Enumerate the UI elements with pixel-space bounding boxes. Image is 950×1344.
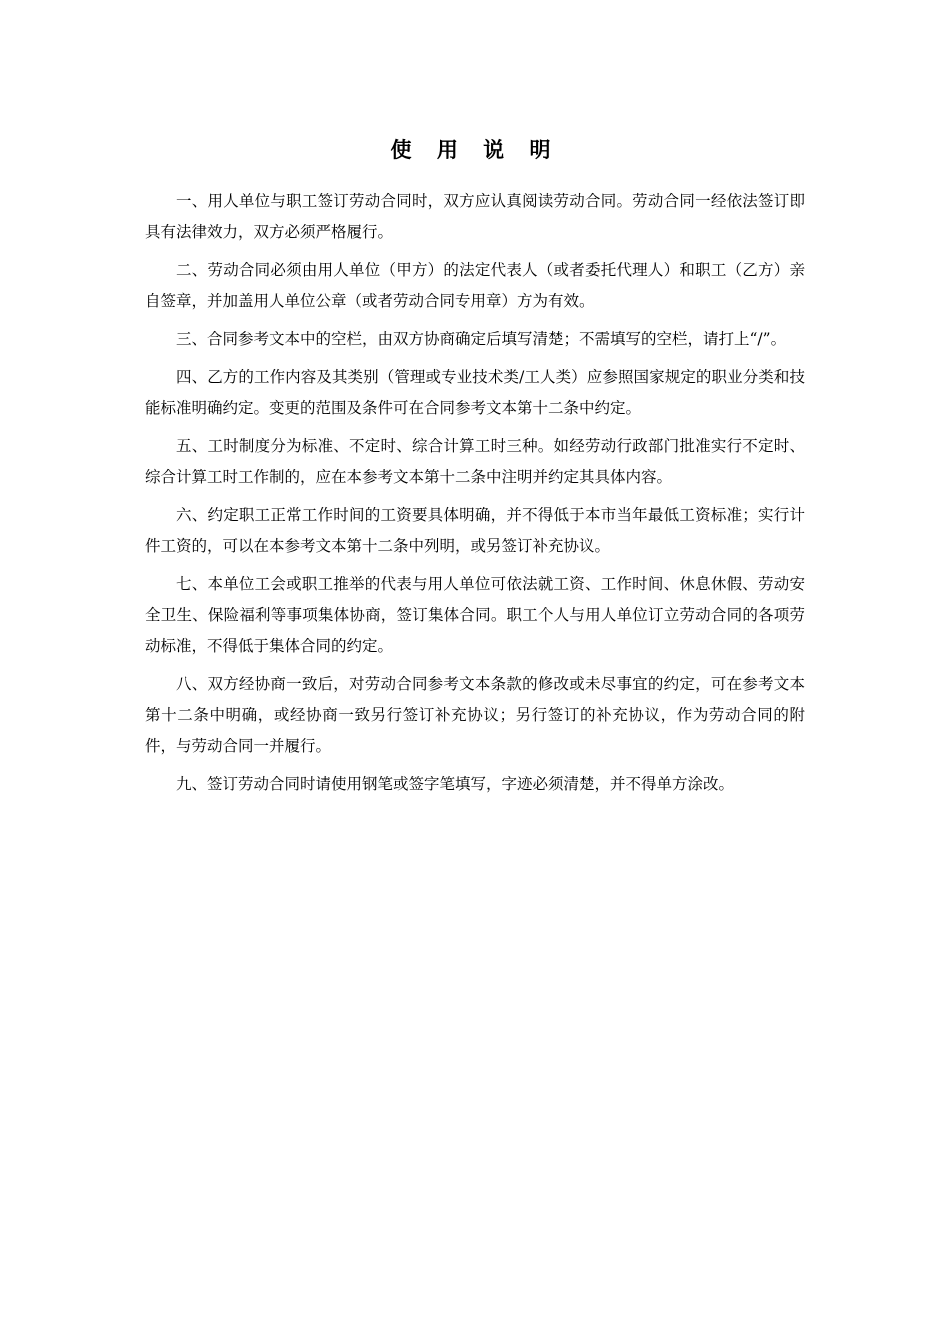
instruction-paragraph-4: 四、乙方的工作内容及其类别（管理或专业技术类/工人类）应参照国家规定的职业分类和技能标准明确约定。变更的范围及条件可在合同参考文本第十二条中约定。 xyxy=(145,368,805,417)
instruction-paragraph-7: 七、本单位工会或职工推举的代表与用人单位可依法就工资、工作时间、休息休假、劳动安全卫生、保险福利等事项集体协商，签订集体合同。职工个人与用人单位订立劳动合同的各项劳动标准，不得低于集体合同的约定。 xyxy=(145,575,805,655)
instruction-paragraph-8: 八、双方经协商一致后，对劳动合同参考文本条款的修改或未尽事宜的约定，可在参考文本第十二条中明确，或经协商一致另行签订补充协议；另行签订的补充协议，作为劳动合同的附件，与劳动合同一并履行。 xyxy=(145,675,805,755)
instruction-paragraph-6: 六、约定职工正常工作时间的工资要具体明确，并不得低于本市当年最低工资标准；实行计件工资的，可以在本参考文本第十二条中列明，或另签订补充协议。 xyxy=(145,506,805,555)
instruction-paragraph-1: 一、用人单位与职工签订劳动合同时，双方应认真阅读劳动合同。劳动合同一经依法签订即具有法律效力，双方必须严格履行。 xyxy=(145,192,805,241)
instruction-paragraph-5: 五、工时制度分为标准、不定时、综合计算工时三种。如经劳动行政部门批准实行不定时、综合计算工时工作制的，应在本参考文本第十二条中注明并约定其具体内容。 xyxy=(145,437,805,486)
document-title: 使 用 说 明 xyxy=(390,138,560,162)
instruction-paragraph-2: 二、劳动合同必须由用人单位（甲方）的法定代表人（或者委托代理人）和职工（乙方）亲自签章，并加盖用人单位公章（或者劳动合同专用章）方为有效。 xyxy=(145,261,805,310)
instruction-paragraph-9: 九、签订劳动合同时请使用钢笔或签字笔填写，字迹必须清楚，并不得单方涂改。 xyxy=(176,775,735,793)
instruction-paragraph-3: 三、合同参考文本中的空栏，由双方协商确定后填写清楚；不需填写的空栏，请打上“/”。 xyxy=(176,330,787,348)
instructions-body xyxy=(145,186,805,807)
